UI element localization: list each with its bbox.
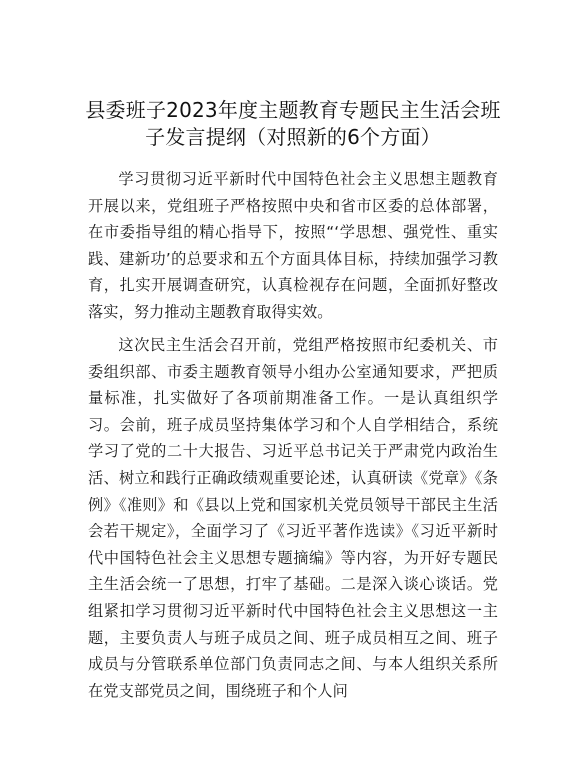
paragraph-intro: 学习贯彻习近平新时代中国特色社会主义思想主题教育开展以来，党组班子严格按照中央和省市区委的总体部署，在市委指导组的精心指导下，按照“‘学思想、强党性、重实践、建新功’的总要求和五个方面具体目标，持续加强学习教育，扎实开展调查研究，认真检视存在问题，全面抓好整改落实，努力推动主题教育取得实效。	[88, 170, 498, 321]
document-title: 县委班子2023年度主题教育专题民主生活会班子发言提纲（对照新的6个方面）	[85, 98, 501, 149]
paragraph-preparation: 这次民主生活会召开前，党组严格按照市纪委机关、市委组织部、市委主题教育领导小组办公室通知要求，严把质量标准，扎实做好了各项前期准备工作。一是认真组织学习。会前，班子成员坚持集体学习和个人自学相结合，系统学习了党的二十大报告、习近平总书记关于严肃党内政治生活、树立和践行正确政绩观重要论述，认真研读《党章》《条例》《准则》和《县以上党和国家机关党员领导干部民主生活会若干规定》，全面学习了《习近平著作选读》《习近平新时代中国特色社会主义思想专题摘编》等内容，为开好专题民主生活会统一了思想，打牢了基础。二是深入谈心谈话。党组紧扣学习贯彻习近平新时代中国特色社会主义思想这一主题，主要负责人与班子成员之间、班子成员相互之间、班子成员与分管联系单位部门负责同志之间、与本人组织关系所在党支部党员之间，围绕班子和个人问	[88, 336, 498, 700]
